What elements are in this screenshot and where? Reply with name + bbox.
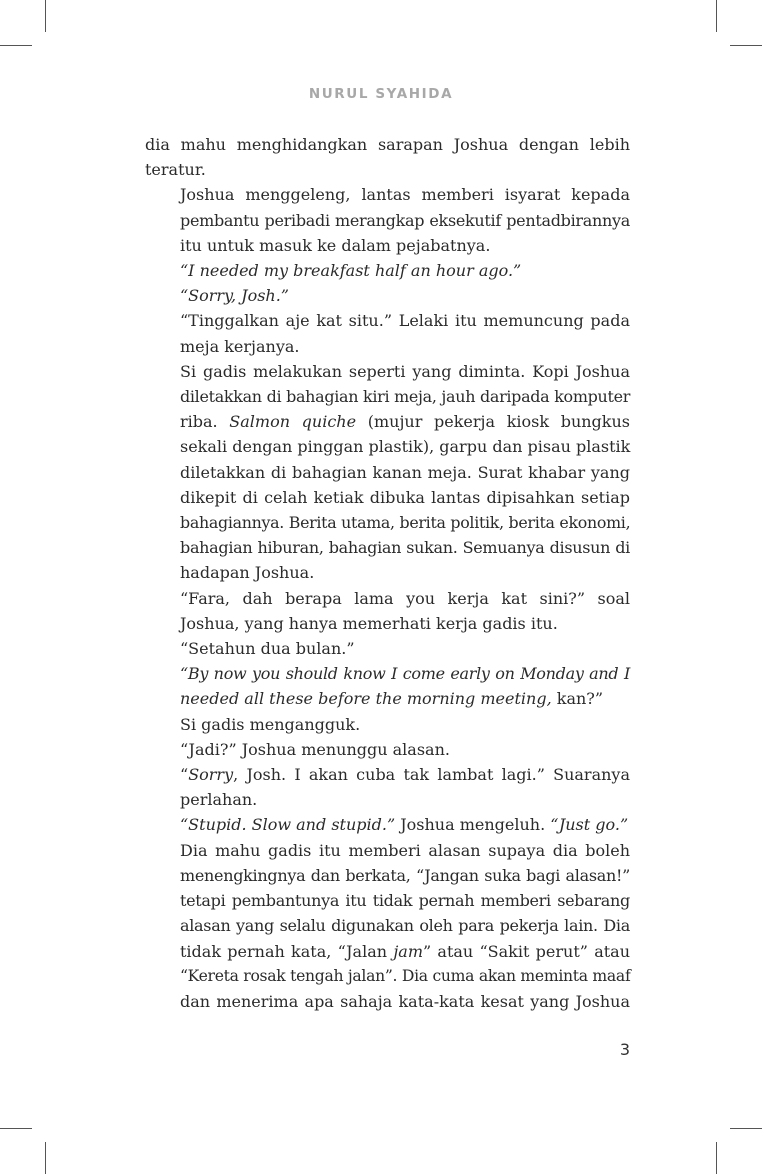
paragraph: [145, 586, 630, 636]
text-run: (mujur pekerja kiosk bungkus: [356, 412, 631, 432]
text-line: menengkingnya dan berkata, “Jangan suka bagi alasan!”: [180, 865, 630, 885]
paragraph: [145, 636, 630, 661]
text-line: Si gadis mengangguk.: [180, 714, 361, 734]
text-line: meja kerjanya.: [180, 336, 300, 356]
text-line: [145, 409, 630, 434]
paragraph: [145, 712, 630, 737]
text-line: “By now you should know I come early on Monday and I: [180, 664, 630, 684]
italic-run: “Stupid. Slow and stupid.”: [180, 815, 396, 835]
text-run: riba.: [180, 412, 230, 432]
crop-mark-top-right-horizontal: [730, 45, 762, 46]
text-line: dia mahu menghidangkan sarapan Joshua dengan lebih: [145, 135, 630, 154]
crop-mark-top-right-vertical: [716, 0, 717, 32]
page-body: [145, 132, 630, 1014]
crop-mark-bottom-left-vertical: [45, 1142, 46, 1174]
text-line: “Kereta rosak tengah jalan”. Dia cuma akan meminta maaf: [180, 966, 631, 985]
text-line: “Sorry, Josh.”: [180, 286, 289, 306]
paragraph: [145, 661, 630, 711]
paragraph: [145, 132, 630, 182]
text-line: “Setahun dua bulan.”: [180, 639, 355, 659]
text-line: tetapi pembantunya itu tidak pernah memberi sebarang: [180, 891, 630, 911]
text-line: bahagian hiburan, bahagian sukan. Semuanya disusun di: [180, 538, 630, 558]
text-line: dikepit di celah ketiak dibuka lantas dipisahkan setiap: [180, 487, 630, 507]
text-line: bahagiannya. Berita utama, berita politik, berita ekonomi,: [180, 513, 631, 533]
text-line: Dia mahu gadis itu memberi alasan supaya dia boleh: [180, 840, 630, 860]
text-line: [145, 812, 630, 837]
text-line: Si gadis melakukan seperti yang diminta. Kopi Joshua: [180, 361, 630, 381]
text-run: Joshua mengeluh.: [395, 815, 551, 835]
text-line: perlahan.: [180, 790, 258, 810]
italic-run: jam: [393, 941, 423, 961]
page-number: 3: [619, 1040, 630, 1059]
text-run: tidak pernah kata, “Jalan: [180, 941, 394, 961]
text-line: sekali dengan pinggan plastik), garpu dan pisau plastik: [180, 437, 631, 457]
running-head-author: NURUL SYAHIDA: [308, 86, 454, 102]
paragraph: [145, 812, 630, 837]
paragraph: [145, 359, 630, 586]
text-line: Joshua, yang hanya memerhati kerja gadis itu.: [180, 613, 558, 633]
paragraph: [145, 838, 630, 1014]
text-run: , Josh. I akan cuba tak lambat lagi.” Suaranya: [233, 765, 630, 785]
crop-mark-top-left-vertical: [45, 0, 46, 32]
italic-run: Salmon quiche: [229, 412, 357, 432]
text-line: dan menerima apa sahaja kata-kata kesat yang Joshua: [180, 991, 630, 1011]
text-line: hadapan Joshua.: [180, 563, 315, 583]
paragraph: [145, 283, 630, 308]
italic-run: “Just go.”: [550, 815, 629, 835]
italic-run: Sorry: [188, 765, 234, 785]
text-line: [145, 686, 630, 711]
text-line: pembantu peribadi merangkap eksekutif pentadbirannya: [180, 210, 630, 230]
text-line: alasan yang selalu digunakan oleh para pekerja lain. Dia: [180, 916, 630, 936]
text-line: “Fara, dah berapa lama you kerja kat sini?” soal: [180, 588, 630, 608]
paragraph: [145, 737, 630, 762]
paragraph: [145, 258, 630, 283]
text-line: teratur.: [145, 160, 206, 180]
text-line: diletakkan di bahagian kiri meja, jauh daripada komputer: [180, 387, 630, 407]
text-line: “Tinggalkan aje kat situ.” Lelaki itu memuncung pada: [180, 311, 630, 331]
text-line: diletakkan di bahagian kanan meja. Surat khabar yang: [180, 462, 630, 482]
paragraph: [145, 308, 630, 358]
paragraph: [145, 762, 630, 812]
text-line: “I needed my breakfast half an hour ago.”: [180, 261, 522, 281]
crop-mark-bottom-right-vertical: [716, 1142, 717, 1174]
crop-mark-bottom-left-horizontal: [0, 1128, 32, 1129]
text-run: “: [180, 765, 189, 785]
text-line: [145, 762, 630, 787]
crop-mark-bottom-right-horizontal: [730, 1128, 762, 1129]
text-line: “Jadi?” Joshua menunggu alasan.: [180, 739, 450, 759]
text-run: ” atau “Sakit perut” atau: [422, 941, 631, 961]
text-line: [145, 939, 630, 964]
crop-mark-top-left-horizontal: [0, 45, 32, 46]
paragraph: [145, 182, 630, 258]
text-run: kan?”: [551, 689, 604, 709]
text-line: Joshua menggeleng, lantas memberi isyarat kepada: [180, 185, 630, 205]
text-line: itu untuk masuk ke dalam pejabatnya.: [180, 235, 491, 255]
italic-run: needed all these before the morning meeting,: [180, 689, 552, 709]
